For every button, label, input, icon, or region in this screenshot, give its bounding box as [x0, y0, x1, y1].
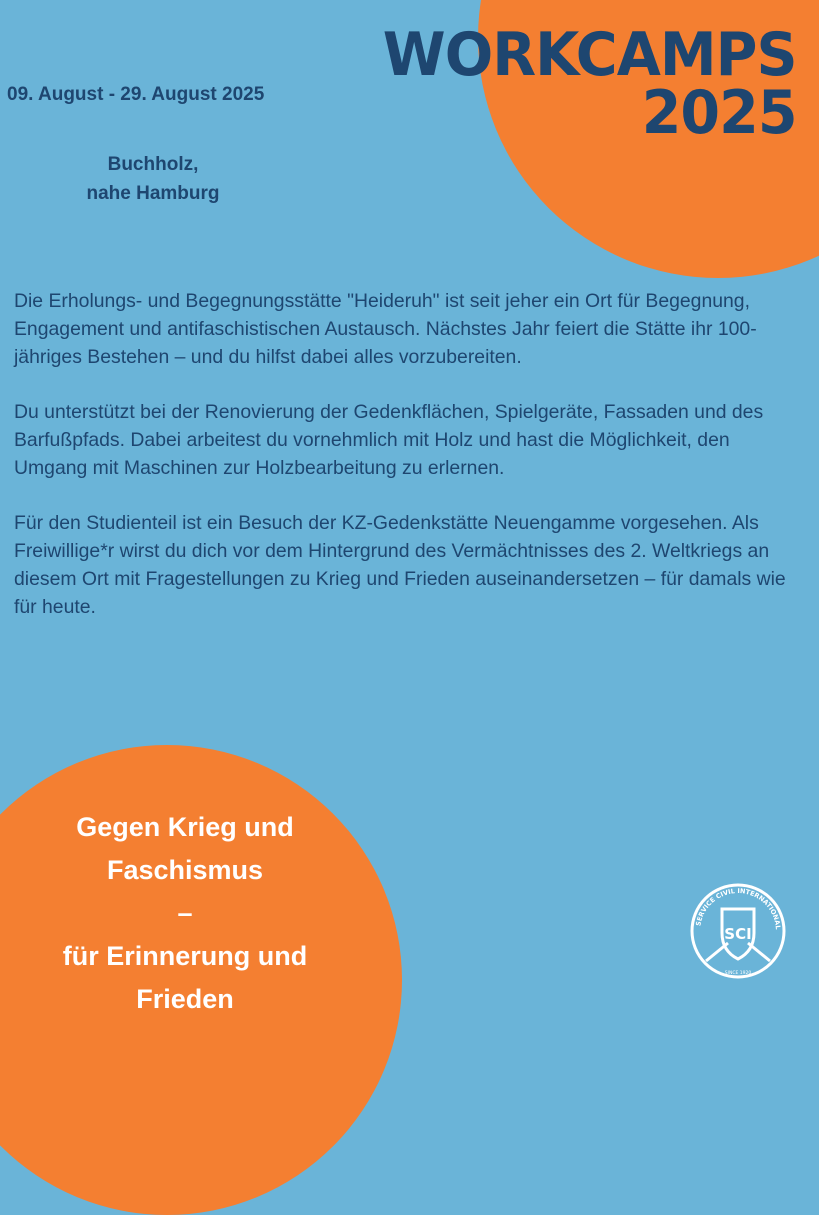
location-line-2: nahe Hamburg [86, 183, 220, 204]
sci-logo [688, 881, 788, 981]
slogan-line-4: für Erinnerung und [62, 941, 308, 971]
logo-ring-text: SERVICE CIVIL INTERNATIONAL [694, 886, 783, 930]
paragraph-3: Für den Studienteil ist ein Besuch der KZ-Gedenkstätte Neuengamme vorgesehen. Als Freiwillige*r wirst du dich vor dem Hintergrund des Vermächtnisses des 2. Weltkriegs an diesem Ort mit Fragestellungen zu Krieg und Frieden auseinandersetzen – für damals wie für heute. [14, 512, 786, 618]
slogan-line-1: Gegen Krieg und [76, 812, 294, 842]
location [58, 150, 248, 208]
date-range: 09. August - 29. August 2025 [7, 84, 265, 105]
shovel-icon-2 [748, 943, 770, 961]
slogan [20, 806, 350, 1021]
slogan-line-3: – [177, 898, 193, 928]
title-line-2: 2025 [642, 78, 797, 148]
shovel-icon [706, 943, 728, 961]
slogan-line-2: Faschismus [106, 855, 264, 885]
location-line-1: Buchholz, [107, 154, 199, 175]
paragraph-1: Die Erholungs- und Begegnungsstätte "Heideruh" ist seit jeher ein Ort für Begegnung, Engagement und antifaschistischen Austausch. Nächstes Jahr feiert die Stätte ihr 100-jähriges Bestehen – und du hilfst dabei alles vorzubereiten. [14, 290, 757, 368]
slogan-line-5: Frieden [136, 984, 234, 1014]
logo-initials: SCI [724, 925, 752, 943]
logo-since: SINCE 1920 [724, 971, 752, 976]
workcamps-title [383, 20, 797, 148]
title-line-1: WORKCAMPS [383, 20, 797, 90]
description [14, 287, 804, 648]
paragraph-2: Du unterstützt bei der Renovierung der Gedenkflächen, Spielgeräte, Fassaden und des Barfußpfads. Dabei arbeitest du vornehmlich mit Holz und hast die Möglichkeit, den Umgang mit Maschinen zur Holzbearbeitung zu erlernen. [14, 401, 764, 479]
